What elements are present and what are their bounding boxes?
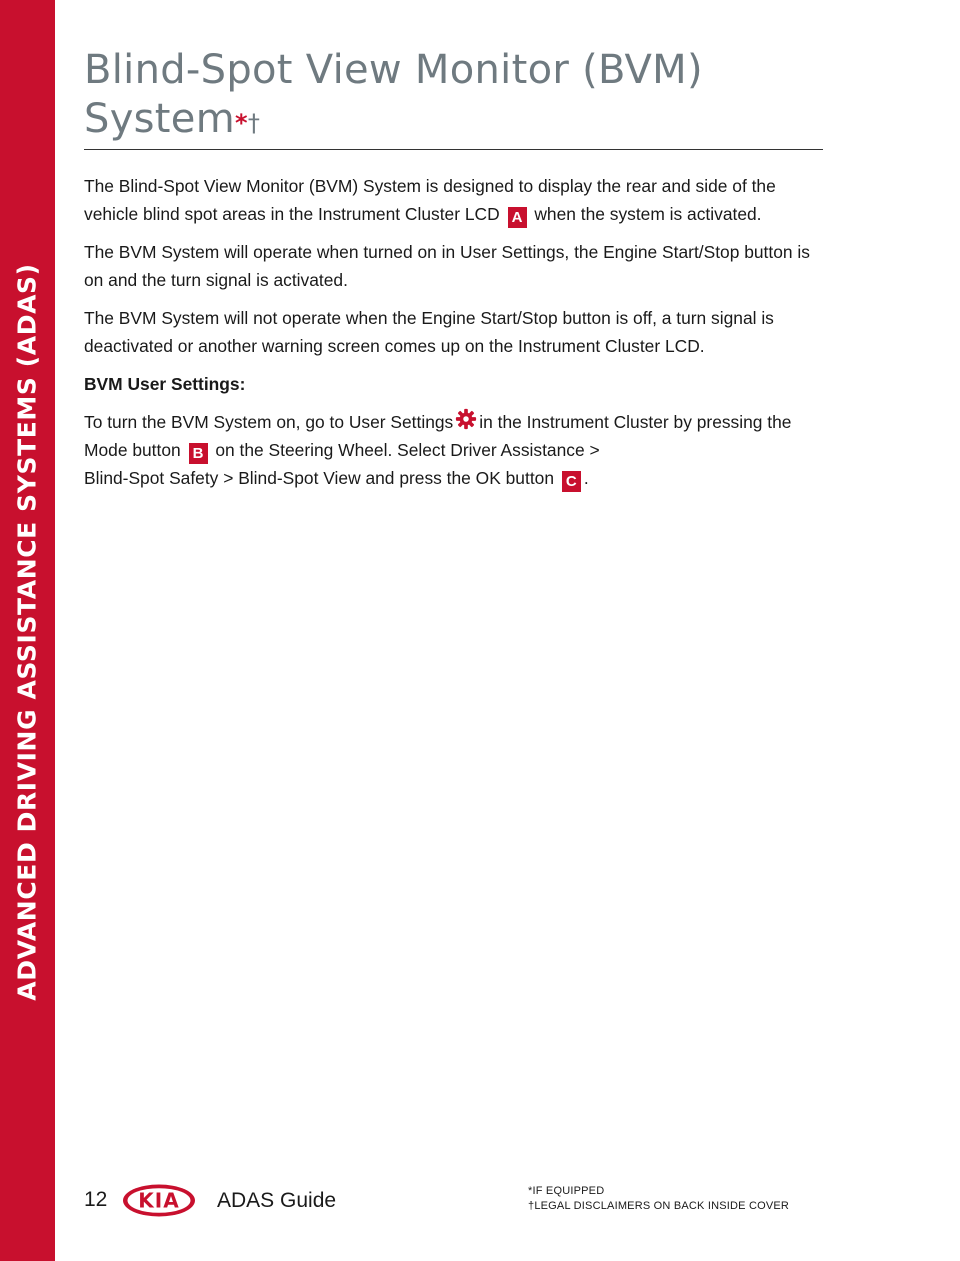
body-text	[84, 172, 824, 502]
gear-icon	[455, 408, 477, 430]
page-number: 12	[84, 1188, 108, 1211]
title-marks	[235, 109, 260, 137]
paragraph-operation: The BVM System will operate when turned on in User Settings, the Engine Start/Stop button is on and the turn signal is activated.	[84, 242, 810, 290]
paragraph-intro	[84, 172, 824, 228]
instructions-text-4: Blind-Spot Safety > Blind-Spot View and press the OK button	[84, 468, 554, 488]
instructions-end: .	[583, 468, 589, 488]
paragraph-instructions	[84, 408, 824, 492]
if-equipped-note: *IF EQUIPPED	[528, 1185, 605, 1197]
section-label: ADVANCED DRIVING ASSISTANCE SYSTEMS (ADAS)	[12, 263, 42, 1001]
legal-disclaimer-note: †LEGAL DISCLAIMERS ON BACK INSIDE COVER	[528, 1200, 790, 1212]
callout-badge-c: C	[562, 471, 581, 492]
instructions-text-3: on the Steering Wheel. Select Driver Assistance >	[215, 440, 600, 460]
kia-logo	[121, 1183, 197, 1218]
callout-badge-a: A	[508, 207, 527, 228]
intro-text-end: when the system is activated.	[534, 204, 762, 224]
page-title	[84, 46, 703, 144]
callout-badge-b: B	[189, 443, 208, 464]
if-equipped-mark: *	[234, 109, 248, 137]
guide-label: ADAS Guide	[217, 1189, 337, 1212]
title-line-2: System	[84, 96, 235, 142]
subheading-user-settings: BVM User Settings:	[84, 374, 246, 394]
title-line-1: Blind-Spot View Monitor (BVM)	[84, 47, 703, 93]
logo-text: KIA	[138, 1188, 180, 1213]
instructions-text-1: To turn the BVM System on, go to User Settings	[84, 412, 454, 432]
instructions-text-2: in the Instrument Cluster by pressing the Mode button	[84, 412, 792, 460]
title-divider	[84, 149, 823, 150]
paragraph-limitations: The BVM System will not operate when the Engine Start/Stop button is off, a turn signal is deactivated or another warning screen comes up on the Instrument Cluster LCD.	[84, 308, 774, 356]
footer-disclaimers	[528, 1184, 789, 1214]
legal-mark: †	[247, 109, 261, 137]
side-tab	[0, 0, 55, 1261]
intro-text: The Blind-Spot View Monitor (BVM) System is designed to display the rear and side of the vehicle blind spot areas in the Instrument Cluster LCD	[84, 176, 776, 224]
